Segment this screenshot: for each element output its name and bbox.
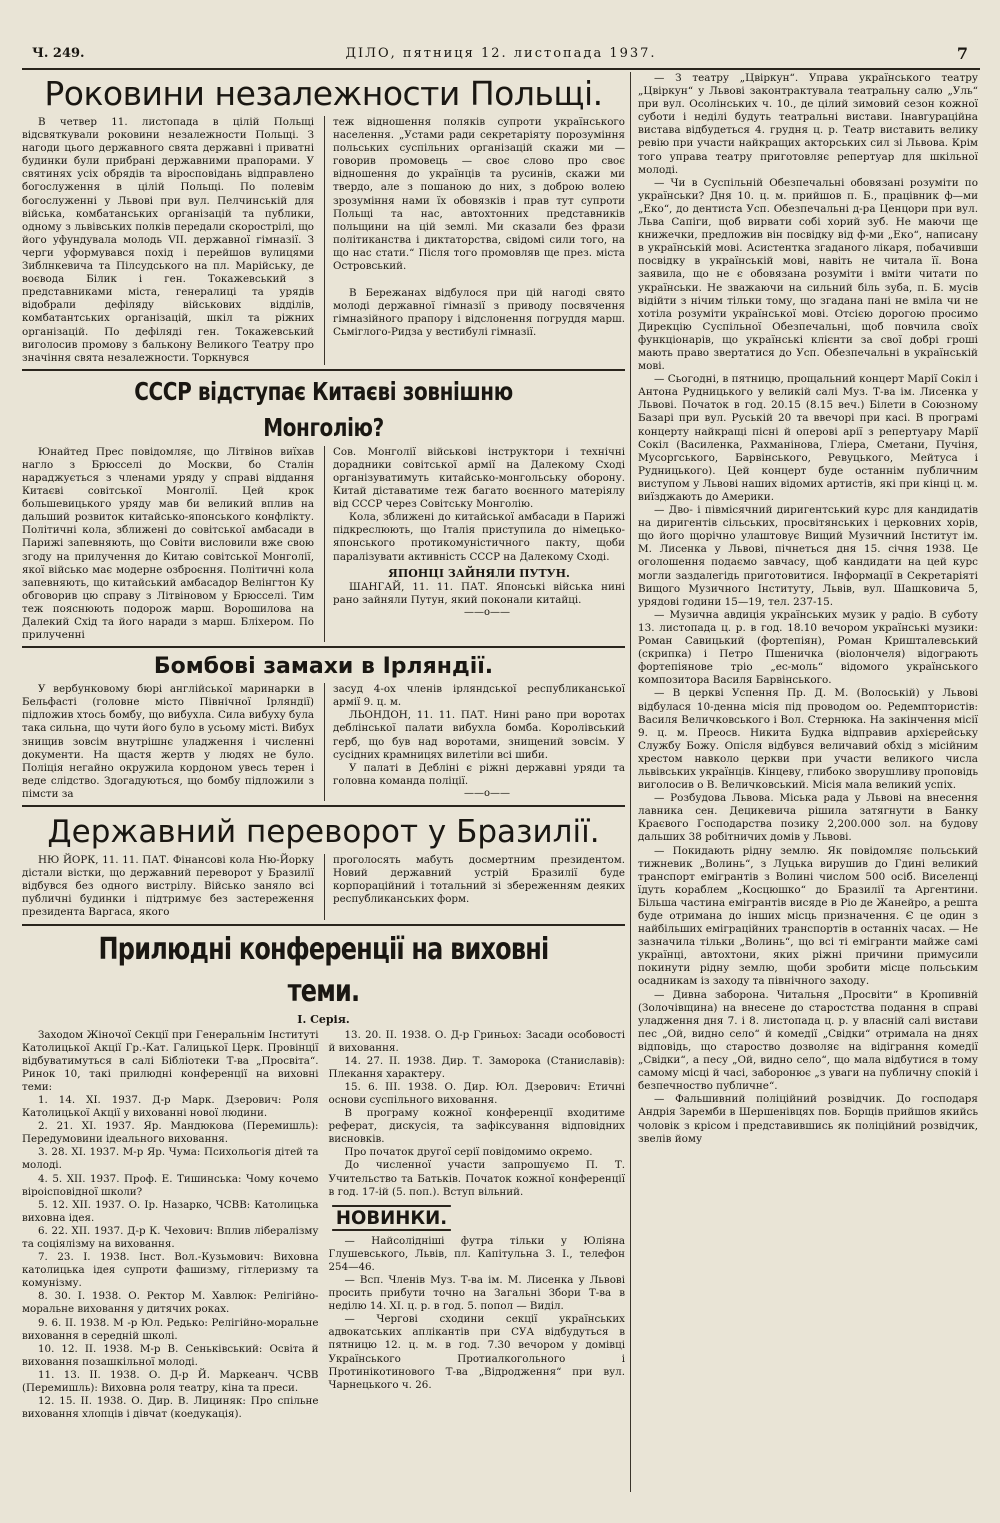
dateline: ДІЛО, пятниця 12. листопада 1937. (345, 46, 657, 61)
news-item: — Дво- і півмісячний диригентський курс для кандидатів на диригентів сільських, просвітянських і церковних хорів, що його щорічно улаштовує Вищий Музичний Інститут ім. М. Лисенка у Львові, пічнеться дня 15. січня 1938. Це оголошення подаємо завчасу, щоб кандидати на цей курс могли заздалегідь приготовитися. Інформації в Секретаріяті Вищого Музичного Інституту, Львів, вул. Шашковича 5, урядові години 15—19, тел. 237-15. (638, 504, 978, 608)
section-heading-novynky: НОВИНКИ. (332, 1205, 451, 1231)
article-body: В програму кожної конференції входитиме реферат, дискусія, та зафіксування відповідних висновків. (328, 1107, 625, 1146)
article-body: Заходом Жіночої Секції при Генеральнім Інституті Католицької Акції Гр.-Кат. Галицької Церк. Провінції відбуватимуться в салі Бібліотеки Т-ва „Просвіта“. Ринок 10, такі прилюдні конференції на виховні теми: (22, 1028, 319, 1093)
lecture-item: 10. 12. II. 1938. М-р В. Сеньківський: Освіта й виховання позашкільної молоді. (22, 1342, 319, 1368)
column-rule (630, 72, 631, 1492)
lecture-item: 12. 15. II. 1938. О. Дир. В. Лициняк: Про спільне виховання хлопців і дівчат (коедукація). (22, 1395, 319, 1421)
news-item: — Чи в Суспільній Обезпечальні обовязані розуміти по українськи? Дня 10. ц. м. прийшов п. Б., працівник ф—ми „Еко“, до дентиста Усп. Обезпечальні д-ра Ценцори при вул. Льва Сапіги, щоб вирвати собі хорий зуб. Не маючи ще книжечки, предложив він посвідку від ф-ми „Еко“, написану в українській мові. Асистентка згаданого лікаря, побачивши посвідку в українській мові, навіть не читала її. Вона заявила, що не є обовязана розуміти і вміти читати по українськи. Не зважаючи на сильний біль зуба, п. Б. мусів відійти з нічим тільки тому, що згадана пані не вміла чи не хотіла розуміти української мові. Отсією дорогою просимо Дирекцію Суспільної Обезпечальні, щоб повчила своїх функціонарів, що українські клієнти за свої добрі гроші мають право звертатися до Усп. Обезпечальні в українській мові. (638, 176, 978, 373)
series-label: I. Серія. (297, 1012, 350, 1026)
article-mongolia: СССР відступає Китаєві зовнішню Монголію? Юнайтед Прес повідомляє, що Літвінов виїхав нагло з Брюсселі до Москви, бо Сталін нараджується з членами уряду у справі віддання Китаєві совітської Монголії. Цей крок большевицького уряду мав би великий вплив на дальший розвиток китайсько-японського конфлікту. Політичні кола, зближені до совітської амбасади в Парижі запевняють, що Совіти висловили вже свою згоду на прилучення до Китаю совітської Монголії, якої військо має модерне озброєння. Політичні кола запевняють, що китайський амбасадор Велінгтон Ку обговорив цю справу з Літвіновом у Брюсселі. Тим теж пояснюють подорож марш. Ворошилова на Далекий Схід та його наради з марш. Бліхером. По прилученні Сов. Монголії військові інструктори і технічні дорадники совітської армії на Далекому Сході організуватимуть китайсько-монгольську оборону. Китай діставатиме теж багато воєнного матеріялу від СССР через Совітську Монголію. Кола, зближені до китайської амбасади в Парижі підкреслюють, що Італія приступила до німецько-японського протикомуністичного пакту, щоби паралізувати активність СССР на Далекому Сході. ЯПОНЦІ ЗАЙНЯЛИ ПУТУН. ШАНГАЙ, 11. 11. ПАТ. Японські війська нині рано зайняли Путун, який поконали китайці. ——o—— (22, 369, 625, 642)
page-header (22, 40, 980, 70)
article-title: Бомбові замахи в Ірляндії. (153, 654, 494, 680)
page-number: 7 (956, 44, 968, 63)
lecture-item: 7. 23. I. 1938. Інст. Вол.-Кузьмович: Виховна католицька ідея супроти фашизму, гітлеризму та комунізму. (22, 1251, 319, 1290)
article-body: Кола, зближені до китайської амбасади в Парижі підкреслюють, що Італія приступила до німецько-японського протикомуністичного пакту, щоби паралізувати активність СССР на Далекому Сході. (333, 511, 625, 563)
news-column (638, 72, 978, 1146)
lecture-item: 9. 6. II. 1938. М -р Юл. Редько: Релігійно-моральне виховання в середній школі. (22, 1316, 319, 1342)
article-body: ЛЬОНДОН, 11. 11. ПАТ. Нині рано при воротах деблінської палати вибухла бомба. Королівський герб, що був над воротами, знищений зовсім. У сусідних крамницях вилетіли всі шиби. (333, 709, 625, 761)
lecture-item: 11. 13. II. 1938. О. Д-р Й. Маркеанч. ЧСВВ (Перемишль): Виховна роля театру, кіна та преси. (22, 1368, 319, 1395)
lecture-item: 2. 21. XI. 1937. Яр. Мандюкова (Перемишль): Передумовини ідеального виховання. (22, 1120, 319, 1146)
article-title: Роковини незалежности Польщі. (44, 74, 603, 113)
news-item: — Музична авдиція українських музик у радіо. В суботу 13. листопада ц. р. в год. 18.10 вечором українські музики: Роман Савицький (фортепіян), Роман Кришталевський (скрипка) і Петро Пшеничка (віолончеля) відограють фортепіянове тріо „ес-моль“ відомого українського композитора Василя Барвінського. (638, 608, 978, 687)
article-body: засуд 4-ох членів ірляндської республиканської армії 9. ц. м. (333, 683, 625, 709)
article-body: Юнайтед Прес повідомляє, що Літвінов виїхав нагло з Брюсселі до Москви, бо Сталін нараджується з членами уряду у справі віддання Китаєві совітської Монголії. Цей крок большевицького уряду мав би великий вплив на дальший розвиток китайсько-японського конфлікту. Політичні кола, зближені до совітської амбасади в Парижі запевняють, що Совіти висловили вже свою згоду на прилучення до Китаю совітської Монголії, якої військо має модерне озброєння. Політичні кола запевняють, що китайський амбасадор Велінгтон Ку обговорив цю справу з Літвіновом у Брюсселі. Тим теж пояснюють подорож марш. Ворошилова на Далекий Схід та його наради з марш. Бліхером. По прилученні (22, 445, 314, 642)
lecture-item: 5. 12. XII. 1937. О. Ір. Назарко, ЧСВВ: Католицька виховна ідея. (22, 1198, 319, 1224)
article-body: В Бережанах відбулося при цій нагоді свято молоді державної гімназії з приводу посвячення гімназійного прапору і відслонення погруддя марш. Сьміглого-Ридза у вестибулі гімназії. (333, 287, 625, 339)
news-item: — Покидають рідну землю. Як повідомляє польський тижневик „Волинь“, з Луцька вирушив до Гдині великий транспорт емігрантів з Волині числом 500 осіб. Виселенці їдуть кораблем „Косцюшко“ до Бразилії та Аргентини. Більша частина емігрантів висяде в Ріо де Жанейро, а решта буде отримана до інших місць призначення. Є це один з найбільших еміграційних транспортів в останніх часах. — Не зазначила тільки „Волинь“, що всі ті емігранти майже самі українці, автохтони, яких ріжні причини примусили покинути рідну землю, щоби зробити місце польським осадникам із заходу та північного заходу. (638, 844, 978, 988)
article-body: До численної участи запрошуємо П. Т. Учительство та Батьків. Початок кожної конференції в год. 17-ій (5. поп.). Вступ вільний. (328, 1159, 625, 1198)
lecture-item: 1. 14. XI. 1937. Д-р Марк. Дзерович: Роля Католицької Акції у вихованні нової людини. (22, 1093, 319, 1120)
news-item: — Розбудова Львова. Міська рада у Львові на внесення лавника сен. Децикевича рішила затягнути в Банку Краєвого Господарства позику 2,200.000 зол. на будову дальших 38 робітничих домів у Львові. (638, 792, 978, 844)
lecture-item: 8. 30. I. 1938. О. Ректор М. Хавлюк: Релігійно-моральне виховання у дитячих роках. (22, 1290, 319, 1316)
article-body: ШАНГАЙ, 11. 11. ПАТ. Японські війська нині рано зайняли Путун, який поконали китайці. (333, 580, 625, 606)
article-brazil (22, 805, 625, 919)
article-body: Сов. Монголії військові інструктори і технічні дорадники совітської армії на Далекому Сході організуватимуть китайсько-монгольську оборону. Китай діставатиме теж багато воєнного матеріялу від СССР через Совітську Монголію. (333, 445, 625, 511)
article-body: В четвер 11. листопада в цілій Польщі відсвяткували роковини незалежности Польщі. З нагоди цього державного свята державні і приватні будинки були прибрані державними прапорами. У святинях усіх обрядів та віросповідань відправлено богослуження в цілій Польщі. По полевім богослуженні у Львові при вул. Пелчинській для війська, комбатанських організацій та публики, одному з львівських полків передали скорострілі, що його уфундувала молодь VII. державної гімназії. З черги уформувався похід і перейшов вулицями Зиблнкевича та Пілсудського на пл. Марійську, де воєвода Білик і ген. Токажевський з представниками міста, генералиці та урядів відобрали дефіляду військових відділів, комбатантських організацій, шкіл та ріжних організацій. По дефіляді ген. Токажевський виголосив промову з бальконy Великого Театру про значіння свята незалежности. Торкнувся (22, 116, 314, 364)
article-title: Державний переворот у Бразилії. (47, 814, 600, 851)
article-title: СССР відступає Китаєві зовнішню Монголію? (134, 376, 513, 442)
news-item: — Чергові сходини секції українських адвокатських аплікантів при СУА відбудуться в пятницю 12. ц. м. в год. 7.30 вечором у домівці Українського Протиалкогольного і Протинікотинового Т-ва „Відродження“ при вул. Чарнецького ч. 26. (328, 1313, 625, 1391)
article-body: Про початок другої серії повідомимо окремо. (344, 1146, 593, 1159)
article-independence (22, 72, 625, 365)
article-body: теж відношення поляків супроти українського населення. „Устами ради секретаріяту порозуміння польських суспільних організацій скажи ми — говорив промовець — своє слово про своє відношення до українців та русинів, скажи ми твердо, але з пошаною до них, з доброю волею зрозуміння нами їх обовязків і прав тут супроти Польщі та нас, автохтонних представників польщини на цій землі. Ми сказали без фрази політиканства і диктаторства, свідомі сили того, на що нас стати.“ Після того промовляв ще през. міста Островський. (333, 116, 625, 273)
lecture-item: 4. 5. XII. 1937. Проф. Е. Тишинська: Чому кочемо віроісповідної школи? (22, 1172, 319, 1198)
main-columns (22, 72, 625, 1421)
news-item: — Фальшивний поліційний розвідчик. До господаря Андрія Заремби в Шершенівцях пов. Борщів прийшов якийсь чоловік з крісом і представившись як поліційний розвідчик, звелів йому (638, 1093, 978, 1145)
news-item: — Сьогодні, в пятницю, прощальний концерт Марії Сокіл і Антона Рудницького у великій салі Муз. Т-ва ім. Лисенка у Львові. Початок в год. 20.15 (8.15 веч.) Білети в Союзному Базарі при вул. Руській 20 та ввечорі при касі. В програмі концерту найкращі пісні й оперові арії з репертуару Марії Сокіл (Василенка, Рахманінова, Гліера, Сметани, Пучіня, Мусоргського, Барвінського, Ревуцького, Мейтуса і Рудницького). Цей концерт буде останнім публичним виступом у Львові наших відомих артистів, які при кінці ц. м. виїзджають до Америки. (638, 373, 978, 503)
news-item: — З театру „Цвіркун“. Управа українського театру „Цвіркун“ у Львові законтрактувала театральну салю „Уль“ при вул. Осолінських ч. 10., де цілий зимовий сезон кожної суботи і неділі будуть театральні вистави. Інавгураційна вистава відбудеться 4. грудня ц. р. Театр виставить велику ревію при участи найкращих акторських сил зі Львова. Крім того управа театру приготовляє репертуар для шкільної молоді. (638, 72, 978, 176)
news-item: — В церкві Успення Пр. Д. М. (Волоській) у Львові відбулася 10-денна місія під проводом оо. Редемптористів: Василя Величковського і Вол. Стернюка. На закінчення місії 9. ц. м. Преосв. Никита Будка відправив архієрейську Службу Божу. Опісля відбувся величавий обхід з місійним хрестом навколо церкви при участи великого числа львівських українців. Кінцеву, глибоко зворушливу проповідь виголосив о В. Величковський. Місія мала великий успіх. (638, 687, 978, 792)
issue-number: Ч. 249. (32, 46, 85, 61)
article-body: У вербунковому бюрі англійської маринарки в Бельфасті (головне місто Північної Ірляндії) підложив хтось бомбу, що вибухла. Сила вибуху була така сильна, що чути його було в усьому місті. Вибух знищив зовсім внутрішнє уладження і численні документи. На щастя жертв у людях не було. Поліція негайно окружила кордоном увесь терен і веде слідство. Здогадуються, що бомбу підложили з пімсти за (22, 683, 314, 800)
lecture-item: 3. 28. XI. 1937. М-р Яр. Чума: Психольогія дітей та молоді. (22, 1146, 319, 1172)
article-conferences (22, 924, 625, 1422)
lecture-item: 13. 20. II. 1938. О. Д-р Гриньох: Засади особовості й виховання. (328, 1028, 625, 1054)
article-title: Прилюдні конференції на виховні теми. (98, 931, 549, 1009)
lecture-item: 15. 6. III. 1938. О. Дир. Юл. Дзерович: Етичні основи суспільного виховання. (328, 1080, 625, 1106)
lecture-item: 14. 27. II. 1938. Дир. Т. Заморока (Станиславів): Плекання характеру. (328, 1054, 625, 1080)
subheading: ЯПОНЦІ ЗАЙНЯЛИ ПУТУН. (388, 566, 570, 580)
article-body: проголосять мабуть досмертним президентом. Новий державний устрій Бразилії буде корпораційний і тотальний зі збереженням деяких республиканських форм. (333, 854, 625, 906)
news-item: — Найсолідніші футра тільки у Юліяна Глушевського, Львів, пл. Капітульна 3. I., телефон 254—46. (328, 1234, 625, 1273)
article-body: У палаті в Дебліні є ріжні державні уряди та головна команда поліції. (333, 761, 625, 787)
lecture-item: 6. 22. XII. 1937. Д-р К. Чехович: Вплив лібералізму та соціялізму на виховання. (22, 1224, 319, 1250)
news-item: — Дивна заборона. Читальня „Просвіти“ в Кропивній (Золочівщина) на внесене до старостства подання в справі уладження дня 7. і 8. листопада ц. р. у власній салі вистави пес „Ой, видно село“ й комедії „Свідки“ отримала на днях відповідь, що староство дозволяє на відіграння комедії „Свідки“, а песу „Ой, видно село“, що мала відбутися в тому самому місці й часі, заборонює „з уваги на публичну спокій і безпечноство публичне“. (638, 988, 978, 1093)
article-ireland: Бомбові замахи в Ірляндії. У вербунковому бюрі англійської маринарки в Бельфасті (головне місто Північної Ірляндії) підложив хтось бомбу, що вибухла. Сила вибуху була така сильна, що чути його було в усьому місті. Вибух знищив зовсім внутрішнє уладження і численні документи. На щастя жертв у людях не було. Поліція негайно окружила кордоном увесь терен і веде слідство. Здогадуються, що бомбу підложили з пімсти за засуд 4-ох членів ірляндської республиканської армії 9. ц. м. ЛЬОНДОН, 11. 11. ПАТ. Нині рано при воротах деблінської палати вибухла бомба. Королівський герб, що був над воротами, знищений зовсім. У сусідних крамницях вилетіли всі шиби. У палаті в Дебліні є ріжні державні уряди та головна команда поліції. ——o—— (22, 646, 625, 801)
article-body: НЮ ЙОРК, 11. 11. ПАТ. Фінансові кола Ню-Йорку дістали вістки, що державний переворот у Бразилії відбувся без одного вистрілу. Військо заняло всі публичні будинки і підтримує без застереження президента Варгаса, якого (22, 854, 314, 919)
news-item: — Всп. Членів Муз. Т-ва ім. М. Лисенка у Львові просить прибути точно на Загальні Збори Т-ва в неділю 14. XI. ц. р. в год. 5. попол — Виділ. (328, 1274, 625, 1313)
